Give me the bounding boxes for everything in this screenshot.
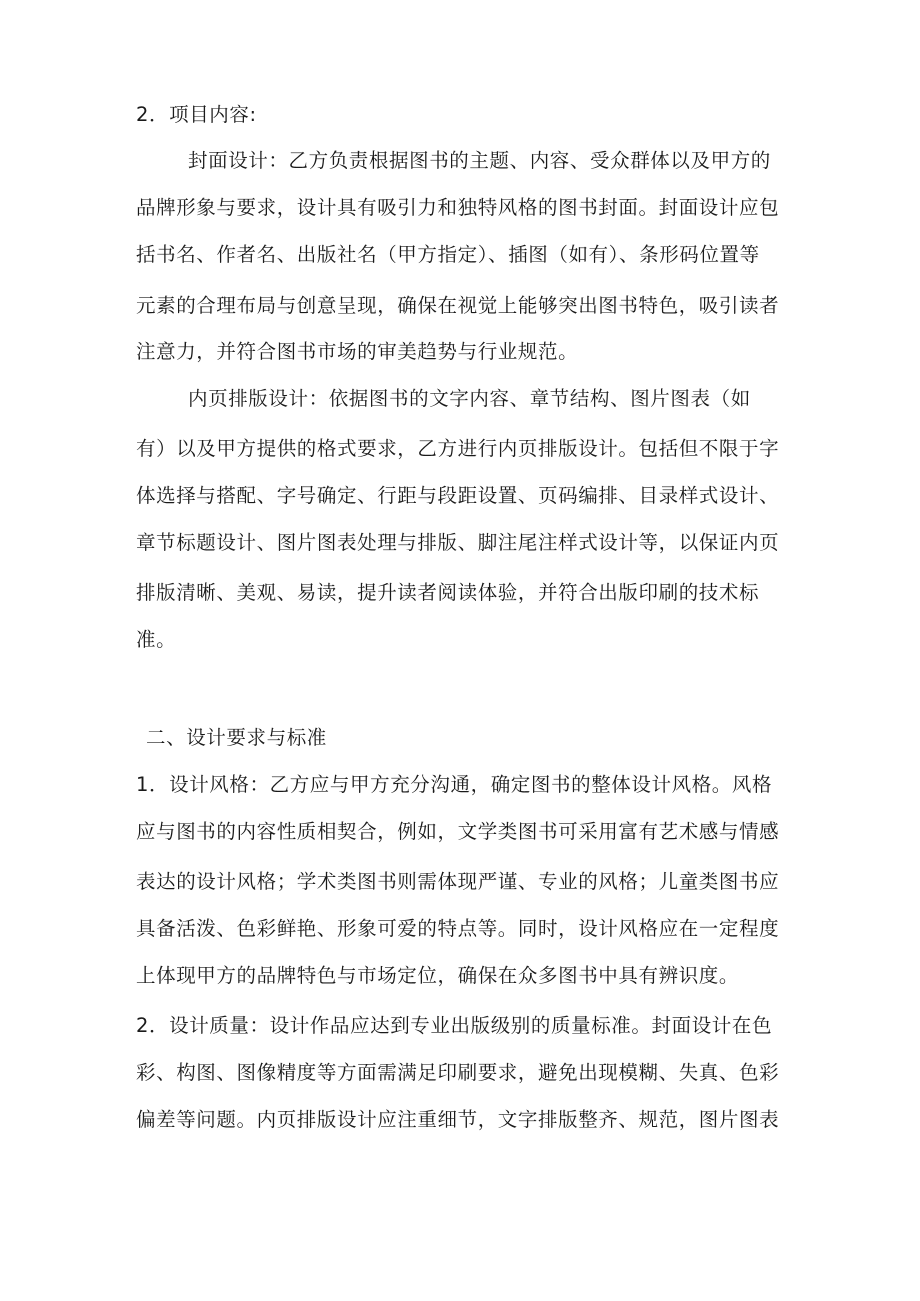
cover-paragraph-line: 括书名、作者名、出版社名（甲方指定）、插图（如有）、条形码位置等 [136, 243, 760, 266]
quality-paragraph-line: 彩、构图、图像精度等方面需满足印刷要求，避免出现模糊、失真、色彩 [136, 1061, 780, 1084]
quality-paragraph-line: 偏差等问题。内页排版设计应注重细节，文字排版整齐、规范，图片图表 [136, 1108, 780, 1131]
layout-paragraph-line: 内页排版设计：依据图书的文字内容、章节结构、图片图表（如 [188, 387, 751, 410]
quality-paragraph-line: 2．设计质量：设计作品应达到专业出版级别的质量标准。封面设计在色 [136, 1014, 773, 1037]
style-paragraph-line: 应与图书的内容性质相契合，例如，文学类图书可采用富有艺术感与情感 [136, 820, 780, 843]
layout-paragraph-line: 准。 [136, 628, 177, 651]
cover-paragraph-line: 封面设计：乙方负责根据图书的主题、内容、受众群体以及甲方的 [188, 149, 771, 172]
style-paragraph-line: 具备活泼、色彩鲜艳、形象可爱的特点等。同时，设计风格应在一定程度 [136, 917, 780, 940]
layout-paragraph-line: 有）以及甲方提供的格式要求，乙方进行内页排版设计。包括但不限于字 [136, 437, 780, 460]
cover-paragraph-line: 元素的合理布局与创意呈现，确保在视觉上能够突出图书特色，吸引读者 [136, 294, 780, 317]
cover-paragraph-line: 品牌形象与要求，设计具有吸引力和独特风格的图书封面。封面设计应包 [136, 196, 780, 219]
cover-paragraph-line: 注意力，并符合图书市场的审美趋势与行业规范。 [136, 340, 579, 363]
layout-paragraph-line: 排版清晰、美观、易读，提升读者阅读体验，并符合出版印刷的技术标 [136, 581, 760, 604]
layout-paragraph-line: 章节标题设计、图片图表处理与排版、脚注尾注样式设计等，以保证内页 [136, 531, 780, 554]
style-paragraph-line: 上体现甲方的品牌特色与市场定位，确保在众多图书中具有辨识度。 [136, 964, 740, 987]
style-paragraph-line: 表达的设计风格；学术类图书则需体现严谨、专业的风格；儿童类图书应 [136, 870, 780, 893]
section-heading: 二、设计要求与标准 [146, 726, 327, 749]
layout-paragraph-line: 体选择与搭配、字号确定、行距与段距设置、页码编排、目录样式设计、 [136, 484, 780, 507]
item-heading: 2．项目内容: [136, 103, 257, 126]
style-paragraph-line: 1．设计风格：乙方应与甲方充分沟通，确定图书的整体设计风格。风格 [136, 773, 773, 796]
